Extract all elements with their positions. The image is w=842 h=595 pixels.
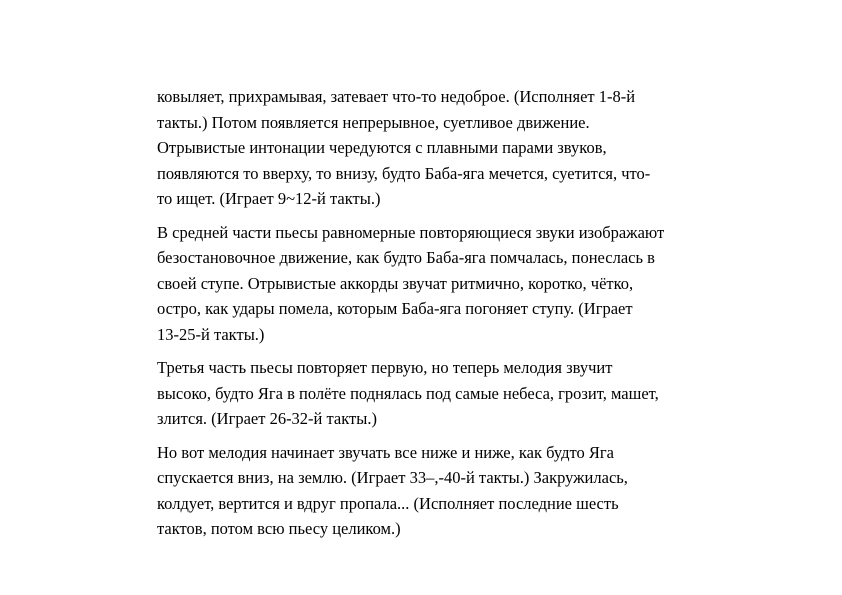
text-line: безостановочное движение, как будто Баба-яга помчалась, понеслась в [157,248,655,267]
text-line: своей ступе. Отрывистые аккорды звучат ритмично, коротко, чётко, [157,273,634,293]
text-line: 13-25-й такты.) [157,324,265,344]
text-line: высоко, будто Яга в полёте поднялась под самые небеса, грозит, машет, [157,383,659,403]
text-line: Отрывистые интонации чередуются с плавными парами звуков, [157,138,607,157]
text-line: спускается вниз, на землю. (Играет 33–,-40-й такты.) Закружилась, [157,468,628,487]
text-line: колдует, вертится и вдруг пропала... (Исполняет последние шесть [157,493,619,513]
text-line: Третья часть пьесы повторяет первую, но теперь мелодия звучит [157,358,613,377]
text-line: такты.) Потом появляется непрерывное, суетливое движение. [157,112,590,132]
text-line: В средней части пьесы равномерные повторяющиеся звуки изображают [157,222,665,242]
paragraph-4 [157,440,717,542]
text-line: остро, как удары помела, которым Баба-яга погоняет ступу. (Играет [157,299,633,318]
text-line: тактов, потом всю пьесу целиком.) [157,519,401,538]
text-line: то ищет. (Играет 9~12-й такты.) [157,189,381,208]
text-line: появляются то вверху, то внизу, будто Баба-яга мечется, суетится, что- [157,163,651,183]
text-line: ковыляет, прихрамывая, затевает что-то недоброе. (Исполняет 1-8-й [157,87,636,106]
paragraph-3 [157,355,717,432]
paragraph-1 [157,84,717,212]
paragraph-2 [157,220,717,348]
document-body [157,84,717,550]
text-line: Но вот мелодия начинает звучать все ниже и ниже, как будто Яга [157,442,614,462]
text-line: злится. (Играет 26-32-й такты.) [157,409,377,428]
